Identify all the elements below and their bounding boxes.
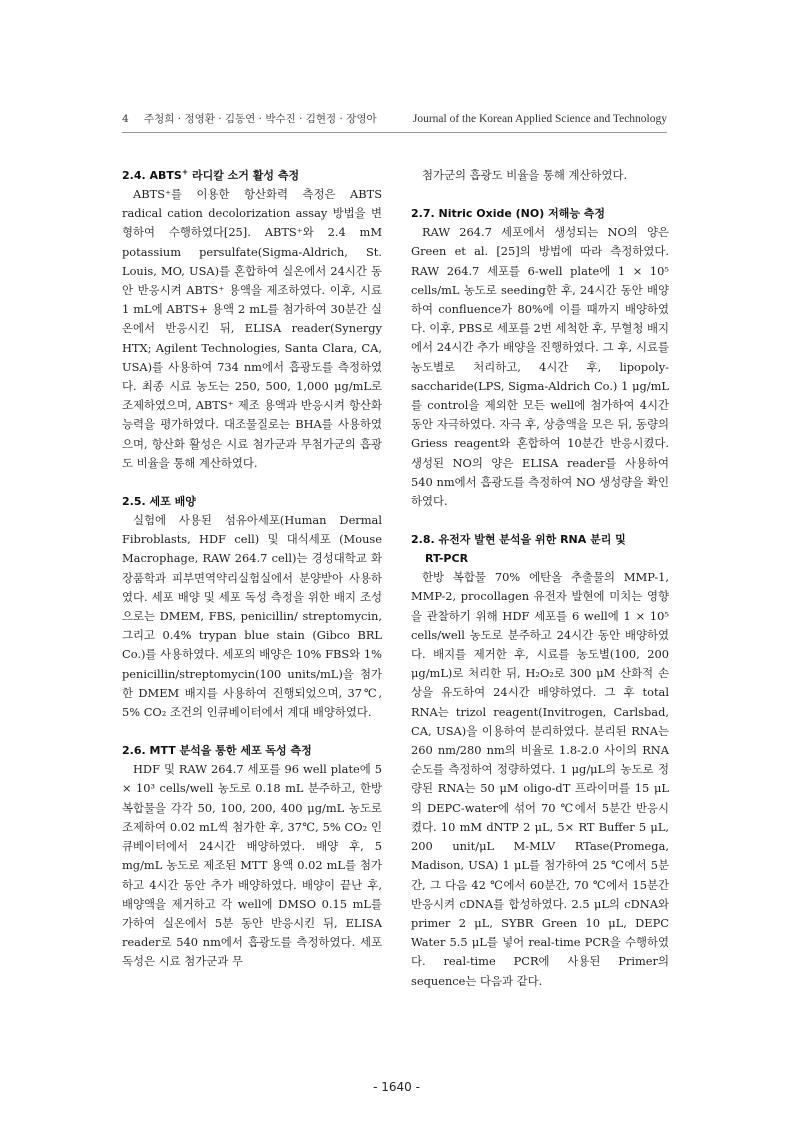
header-journal-title: Journal of the Korean Applied Science and Technology bbox=[412, 113, 667, 125]
header-page-number: 4 bbox=[122, 113, 129, 125]
header-authors: 주청희 · 정영환 · 김동연 · 박수진 · 김현정 · 장영아 bbox=[144, 113, 377, 125]
left-column bbox=[122, 166, 382, 972]
section-2-7-heading: 2.7. Nitric Oxide (NO) 저해능 측정 bbox=[411, 207, 606, 221]
right-column bbox=[411, 166, 669, 991]
section-2-4-paragraph: ABTS⁺를 이용한 항산화력 측정은 ABTS radical cation decolorization assay 방법을 변형하여 수행하였다[25]. ABTS⁺와 2.4 mM potassium persulfate(Sigma-Aldrich, St. Louis, MO, USA)를 혼합하여 실온에서 24시간 동안 반응시켜 ABTS⁺ 용액을 제조하였다. 이후, 시료 1 mL에 ABTS+ 용액 2 mL를 첨가하여 30분간 실온에서 반응시킨 뒤, ELISA reader(Synergy HTX; Agilent Technologies, Santa Clara, CA, USA)를 사용하여 734 nm에서 흡광도를 측정하였다. 최종 시료 농도는 250, 500, 1,000 μg/mL로 조제하였으며, ABTS⁺ 제조 용액과 반응시켜 항산화 능력을 평가하였다. 대조물질로는 BHA를 사용하였으며, 항산화 활성은 시료 첨가군과 무첨가군의 흡광도 비율을 통해 계산하였다. bbox=[122, 187, 382, 470]
section-2-8-paragraph: 한방 복합물 70% 에탄올 추출물의 MMP-1, MMP-2, procollagen 유전자 발현에 미치는 영향을 관찰하기 위해 HDF 세포를 6 well에 1 × 10⁵ cells/well 농도로 분주하고 24시간 동안 배양하였다. 배지를 제거한 후, 시료를 농도별(100, 200 μg/mL)로 처리한 뒤, H₂O₂로 300 μM 산화적 손상을 유도하여 24시간 배양하였다. 그 후 total RNA는 trizol reagent(Invitrogen, Carlsbad, CA, USA)을 이용하여 분리하였다. 분리된 RNA는 260 nm/280 nm의 비율로 1.8-2.0 사이의 RNA 순도를 측정하여 정량하였다. 1 μg/μL의 농도로 정량된 RNA는 50 μM oligo-dT 프라이머를 15 μL의 DEPC-water에 섞어 70 ℃에서 5분간 반응시켰다. 10 mM dNTP 2 μL, 5× RT Buffer 5 μL, 200 unit/μL M-MLV RTase(Promega, Madison, USA) 1 μL를 첨가하여 25 ℃에서 5분간, 그 다음 42 ℃에서 60분간, 70 ℃에서 15분간 반응시켜 cDNA를 합성하였다. 2.5 μL의 cDNA와 primer 2 μL, SYBR Green 10 μL, DEPC Water 5.5 μL를 넣어 real-time PCR을 수행하였다. real-time PCR에 사용된 Primer의 sequence는 다음과 같다. bbox=[411, 570, 669, 988]
section-2-8-heading-line1: 2.8. 유전자 발현 분석을 위한 RNA 분리 및 bbox=[411, 533, 626, 547]
section-2-6-paragraph-continued: 첨가군의 흡광도 비율을 통해 계산하였다. bbox=[422, 168, 628, 182]
section-2-8-heading-line2: RT-PCR bbox=[425, 552, 469, 566]
section-2-5-paragraph: 실험에 사용된 섬유아세포(Human Dermal Fibroblasts, HDF cell) 및 대식세포 (Mouse Macrophage, RAW 264.7 cell)는 경성대학교 화장품학과 피부면역약리실험실에서 분양받아 사용하였다. 세포 배양 및 세포 독성 측정을 위한 배지 조성으로는 DMEM, FBS, penicillin/ streptomycin, 그리고 0.4% trypan blue stain (Gibco BRL Co.)를 사용하였다. 세포의 배양은 10% FBS와 1% penicillin/streptomycin(100 units/mL)을 첨가한 DMEM 배지를 사용하여 진행되었으며, 37℃, 5% CO₂ 조건의 인큐베이터에서 계대 배양하였다. bbox=[122, 513, 382, 720]
header-divider bbox=[122, 132, 667, 133]
section-2-7-paragraph: RAW 264.7 세포에서 생성되는 NO의 양은 Green et al. [25]의 방법에 따라 측정하였다. RAW 264.7 세포를 6-well plate에 1 × 10⁵ cells/mL 농도로 seeding한 후, 24시간 동안 배양하여 confluence가 80%에 이를 때까지 배양하였다. 이후, PBS로 세포를 2번 세척한 후, 무혈청 배지에서 24시간 추가 배양을 진행하였다. 그 후, 시료를 농도별로 처리하고, 4시간 후, lipopoly-saccharide(LPS, Sigma-Aldrich Co.) 1 μg/mL를 control을 제외한 모든 well에 첨가하여 4시간 동안 자극하였다. 자극 후, 상층액을 모은 뒤, 동량의 Griess reagent와 혼합하여 10분간 반응시켰다. 생성된 NO의 양은 ELISA reader를 사용하여 540 nm에서 흡광도를 측정하여 NO 생성량을 확인하였다. bbox=[411, 225, 669, 509]
running-header bbox=[122, 112, 667, 126]
section-2-6-paragraph: HDF 및 RAW 264.7 세포를 96 well plate에 5 × 10³ cells/well 농도로 0.18 mL 분주하고, 한방 복합물을 각각 50, 100, 200, 400 μg/mL 농도로 조제하여 0.02 mL씩 첨가한 후, 37℃, 5% CO₂ 인큐베이터에서 24시간 배양하였다. 배양 후, 5 mg/mL 농도로 제조된 MTT 용액 0.02 mL를 첨가하고 4시간 동안 추가 배양하였다. 배양이 끝난 후, 배양액을 제거하고 각 well에 DMSO 0.15 mL를 가하여 실온에서 5분 동안 반응시킨 뒤, ELISA reader로 540 nm에서 흡광도를 측정하였다. 세포 독성은 시료 첨가군과 무 bbox=[122, 762, 382, 969]
section-2-6-heading: 2.6. MTT 분석을 통한 세포 독성 측정 bbox=[122, 744, 312, 758]
section-2-8-heading bbox=[411, 530, 669, 568]
page-footer-number: - 1640 - bbox=[373, 1080, 420, 1094]
section-2-5-heading: 2.5. 세포 배양 bbox=[122, 495, 196, 509]
section-2-4-heading: 2.4. ABTS+ 라디칼 소거 활성 측정 bbox=[122, 167, 300, 182]
